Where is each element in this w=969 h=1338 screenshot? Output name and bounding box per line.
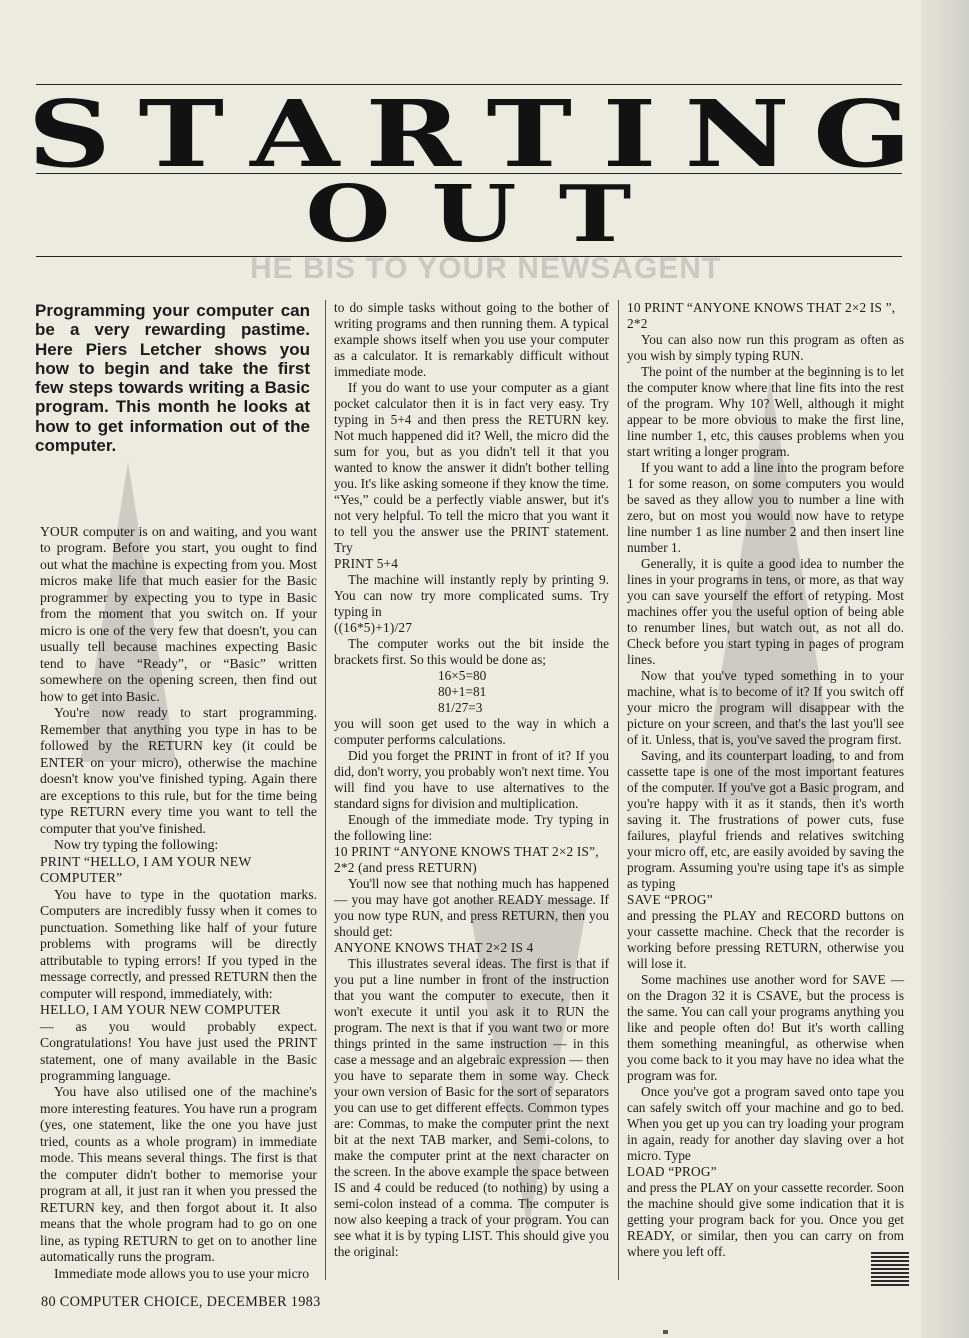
title-line-1-letter: G [813,80,912,188]
title-line-2-letter: U [431,169,517,260]
calculation-step: 16×5=80 [438,668,487,683]
intro-standfirst: Programming your computer can be a very rewarding pastime. Here Piers Letcher shows you how to begin and take the first few steps towards writing a Basic program. This month he looks at how to get information out of the computer. [35,301,310,456]
code-listing: PRINT 5+4 [334,556,399,571]
article-paragraph: The machine will instantly reply by printing 9. You can now try more complicated sums. Try typing in [334,572,609,619]
title-line-2 [36,169,902,260]
code-listing: LOAD “PROG” [627,1164,717,1179]
title-line-2-letter: O [305,169,391,260]
article-paragraph: Once you've got a program saved onto tape you can safely switch off your machine and go to bed. When you get up you can try loading your program in again, ready for another day slaving over a hot micro. Type [627,1084,904,1163]
calculation-step: 81/27=3 [438,700,483,715]
title-line-1-letter: I [602,80,657,188]
article-paragraph: you will soon get used to the way in which a computer performs calculations. [334,716,609,747]
article-paragraph: You'll now see that nothing much has happened — you may have got another READY message. If you now type RUN, and press RETURN, then you should get: [334,876,609,939]
code-listing: ANYONE KNOWS THAT 2×2 IS 4 [334,940,534,955]
title-line-1-letter: T [486,80,573,188]
article-column-3 [627,300,904,1260]
title-line-1-letter: T [138,80,224,188]
article-paragraph: The computer works out the bit inside the brackets first. So this would be done as; [334,636,609,667]
title-line-1-letter: R [365,80,461,188]
article-paragraph: and pressing the PLAY and RECORD buttons on your cassette machine. Check that the recorder is working before pressing RETURN, otherwise you will lose it. [627,908,904,971]
article-paragraph: Some machines use another word for SAVE — on the Dragon 32 it is CSAVE, but the process is the same. You can call your programs anything you like and people often do! But it's worth calling them something meaningful, as otherwise when you come back to it you may have no idea what the program was for. [627,972,904,1083]
code-listing: HELLO, I AM YOUR NEW COMPUTER [40,1002,281,1018]
article-column-1 [40,524,317,1282]
article-paragraph: If you want to add a line into the program before 1 for some reason, on some computers you would be saved as they allow you to number a line with zero, but on most you would now have to retype line number 1 as line number 2 and then insert line number 1. [627,460,904,555]
title-line-1-letter: N [684,80,790,188]
article-paragraph: Generally, it is quite a good idea to number the lines in your programs in tens, or more, as that way you can save yourself the effort of retyping. Most machines offer you the useful option of being able to renumber lines, but watch out, as not all do. Check before you start typing in pages of program lines. [627,556,904,667]
code-listing: PRINT “HELLO, I AM YOUR NEW COMPUTER” [40,853,252,886]
article-column-2 [334,300,609,1260]
article-paragraph: and press the PLAY on your cassette recorder. Soon the machine should give some indication that it is getting your program back for you. Once you get READY, or similar, then you can carry on from where you left off. [627,1180,904,1259]
article-paragraph: You have also utilised one of the machine's more interesting features. You have run a program (yes, one statement, like the one you have just tried, counts as a whole program) in immediate mode. This means several things. The first is that the computer didn't bother to memorise your program at all, it just ran it when you pressed the RETURN key, and then forgot about it. It also means that the whole program had to go on one line, as typing RETURN to get on to another line automatically runs the program. [40,1084,317,1265]
code-listing: ((16*5)+1)/27 [334,620,413,635]
code-listing: SAVE “PROG” [627,892,713,907]
code-listing: 10 PRINT “ANYONE KNOWS THAT 2×2 IS ”, 2*2 [627,300,896,331]
title-line-1-letter: S [27,80,111,188]
print-speck [663,1330,668,1334]
article-paragraph: Now that you've typed something in to your machine, what is to become of it? If you switch off your micro the program will disappear with the picture on your screen, and that's the last you'll see of it. Unless, that is, you've saved the program first. [627,668,904,747]
article-paragraph: to do simple tasks without going to the bother of writing programs and then running them. A typical example shows itself when you use your computer as a calculator. It is remarkably difficult without immediate mode. [334,300,609,379]
article-paragraph: Saving, and its counterpart loading, to and from cassette tape is one of the most important features of the computer. If you've got a Basic program, and you're happy with it as it stands, then it's worth saving it. The frustrations of power cuts, fuse failures, playful friends and relatives switching your micro off, etc, are easily avoided by saving the program. Assuming you're using tape it's as simple as typing [627,748,904,891]
code-listing: 10 PRINT “ANYONE KNOWS THAT 2×2 IS”, 2*2 (and press RETURN) [334,844,599,875]
title-line-1 [27,80,912,188]
article-paragraph: Did you forget the PRINT in front of it? If you did, don't worry, you probably won't next time. You will find you have to use alternatives to the standard signs for division and multiplication. [334,748,609,811]
article-paragraph: Immediate mode allows you to use your micro [54,1265,310,1281]
column-divider-2 [618,300,619,1280]
article-paragraph: YOUR computer is on and waiting, and you want to program. Before you start, you ought to find out what the machine is expecting from you. Most micros make life that much easier for the Basic programmer by expecting you to type in Basic from the moment that you switch on. If your micro is one of the very few that doesn't, you can usually tell because machines expecting Basic tend to have “Ready”, or “Basic” written somewhere on the opening screen, then find out how to get into Basic. [40,524,317,704]
end-of-article-mark [871,1252,909,1286]
column-divider-1 [325,300,326,1280]
show-through-text: HE BIS TO YOUR NEWSAGENT [250,252,722,285]
article-paragraph: If you do want to use your computer as a giant pocket calculator then it is in fact very easy. Try typing in 5+4 and then press the RETURN key. Not much happened did it? Well, the micro did the sum for you, but as you didn't tell it that you wanted to know the answer it didn't bother telling you. It's like asking someone if they know the time. “Yes,” could be a perfectly viable answer, but it's not very helpful. To tell the micro that you want it to tell you the answer use the PRINT statement. Try [334,380,609,555]
title-line-2-letter: T [558,169,632,260]
title-line-1-letter: A [250,80,340,188]
article-paragraph: You're now ready to start programming. Remember that anything you type in has to be followed by the RETURN key (it could be ENTER on your micro), otherwise the machine doesn't know you've finished typing. Again there are exceptions to this rule, but for the time being type RETURN every time you want to tell the computer that you've finished. [40,705,317,836]
article-paragraph: This illustrates several ideas. The first is that if you put a line number in front of the instruction that you want the computer to execute, then it won't execute it until you ask it to RUN the program. The next is that if you want two or more things printed in the same instruction — in this case a message and an algebraic expression — then you have to separate them in some way. Check your own version of Basic for the sort of separators you can use to get different effects. Common types are: Commas, to make the computer print the next bit at the next TAB marker, and Semi-colons, to make the computer print at the next character on the screen. In the above example the space between IS and 4 could be reduced (to nothing) by using a semi-colon instead of a comma. The computer is now also keeping a track of your program. You can see what it is by typing LIST. This should give you the original: [334,956,609,1259]
page-footer: 80 COMPUTER CHOICE, DECEMBER 1983 [41,1294,321,1310]
page-edge [921,0,969,1338]
calculation-step: 80+1=81 [438,684,487,699]
article-paragraph: You have to type in the quotation marks. Computers are incredibly fussy when it comes to punctuation. Something like half of your future problems with programs will be directly attributable to typing errors! If you typed in the message correctly, and pressed RETURN then the computer will respond, immediately, with: [40,886,317,1001]
article-paragraph: Enough of the immediate mode. Try typing in the following line: [334,812,609,843]
article-paragraph: Now try typing the following: [54,837,219,853]
article-paragraph: The point of the number at the beginning is to let the computer know where that line fits into the rest of the program. Why 10? Well, although it might appear to be more obvious to make the first line, line number 1, etc, this causes problems when you start writing a longer program. [627,364,904,459]
article-paragraph: You can also now run this program as often as you wish by simply typing RUN. [627,332,904,363]
article-paragraph: — as you would probably expect. Congratulations! You have just used the PRINT statement, one of many available in the Basic programming language. [40,1018,317,1083]
